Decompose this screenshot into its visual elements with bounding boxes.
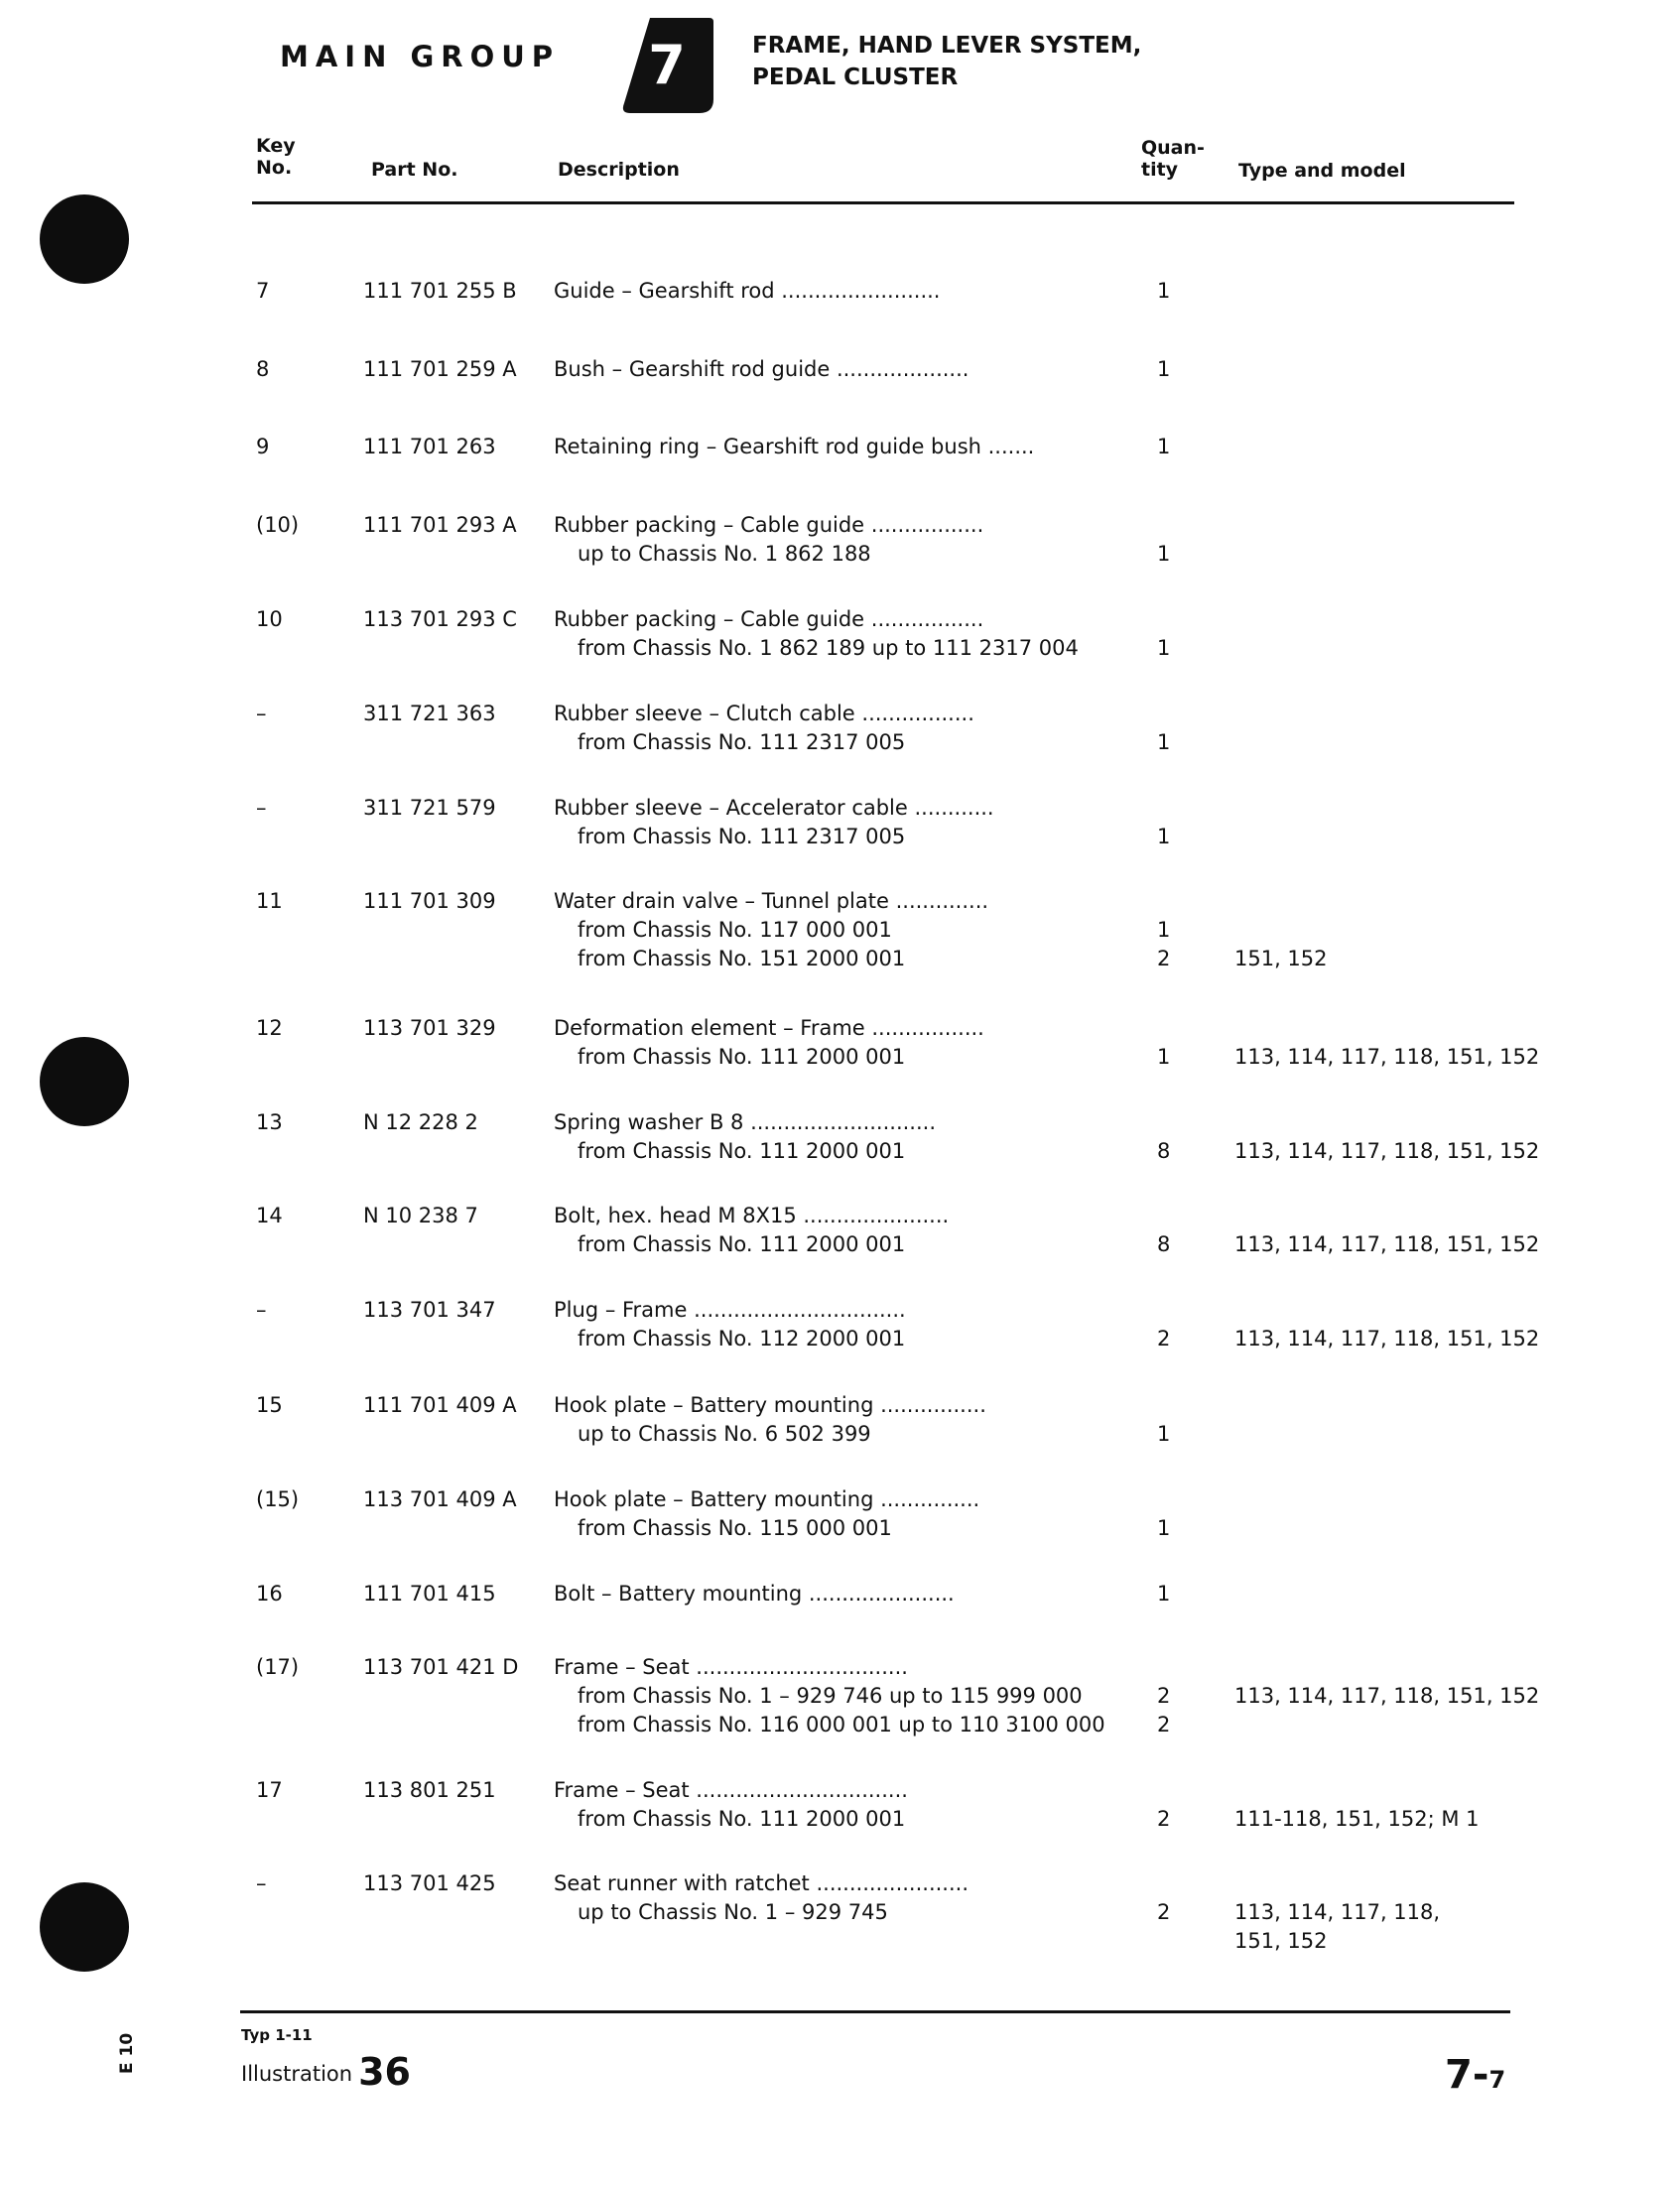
footer-divider bbox=[240, 2010, 1510, 2013]
group-number: 7 bbox=[648, 34, 686, 96]
quantity-value bbox=[1157, 1108, 1179, 1137]
description-line: Hook plate – Battery mounting ................ bbox=[554, 1393, 986, 1417]
model-value bbox=[1234, 1653, 1539, 1682]
quantity-value bbox=[1157, 605, 1179, 634]
quantity-value bbox=[1157, 511, 1179, 540]
key-number: (15) bbox=[256, 1487, 300, 1511]
description bbox=[554, 794, 1124, 851]
quantity-value: 1 bbox=[1157, 918, 1171, 942]
quantity bbox=[1157, 277, 1179, 306]
description bbox=[554, 700, 1124, 757]
part-number: 311 721 579 bbox=[363, 796, 496, 820]
description bbox=[554, 511, 1124, 569]
description-line: Plug – Frame ................................ bbox=[554, 1298, 906, 1322]
key-number: 16 bbox=[256, 1582, 283, 1606]
description bbox=[554, 1653, 1124, 1739]
description-line: Rubber packing – Cable guide ................. bbox=[554, 513, 984, 537]
type-and-model bbox=[1234, 1296, 1539, 1353]
part-number: 311 721 363 bbox=[363, 702, 496, 725]
quantity-value: 1 bbox=[1157, 435, 1171, 458]
quantity-value: 1 bbox=[1157, 279, 1171, 303]
quantity bbox=[1157, 1653, 1179, 1739]
part-number: 113 701 425 bbox=[363, 1871, 496, 1895]
quantity-value: 1 bbox=[1157, 1045, 1171, 1069]
description bbox=[554, 355, 1124, 384]
description-line: Bush – Gearshift rod guide .................... bbox=[554, 357, 969, 381]
quantity bbox=[1157, 1014, 1179, 1072]
quantity-value: 2 bbox=[1157, 1900, 1171, 1924]
description-detail: from Chassis No. 151 2000 001 bbox=[578, 947, 906, 970]
description-line: Water drain valve – Tunnel plate .............. bbox=[554, 889, 989, 913]
description bbox=[554, 1776, 1124, 1834]
part-number: N 10 238 7 bbox=[363, 1204, 478, 1227]
model-value bbox=[1234, 1711, 1539, 1739]
model-value: 151, 152 bbox=[1234, 947, 1328, 970]
quantity bbox=[1157, 355, 1179, 384]
quantity-value bbox=[1157, 1014, 1179, 1043]
key-number: – bbox=[256, 796, 267, 820]
type-and-model bbox=[1234, 1202, 1539, 1259]
quantity-value bbox=[1157, 794, 1179, 823]
quantity-value bbox=[1157, 700, 1179, 728]
description bbox=[554, 433, 1124, 461]
description-line: Seat runner with ratchet ....................... bbox=[554, 1871, 969, 1895]
description bbox=[554, 1580, 1124, 1608]
quantity-value bbox=[1157, 1391, 1179, 1420]
description-detail: from Chassis No. 111 2000 001 bbox=[578, 1807, 906, 1831]
description-detail: from Chassis No. 111 2000 001 bbox=[578, 1232, 906, 1256]
description-detail: up to Chassis No. 1 – 929 745 bbox=[578, 1900, 888, 1924]
part-number: 113 701 409 A bbox=[363, 1487, 517, 1511]
quantity bbox=[1157, 1202, 1179, 1259]
type-and-model bbox=[1234, 1653, 1539, 1739]
description-line: Frame – Seat ................................ bbox=[554, 1655, 908, 1679]
column-header-model: Type and model bbox=[1238, 160, 1406, 182]
key-number: 17 bbox=[256, 1778, 283, 1802]
quantity-value bbox=[1157, 1653, 1179, 1682]
quantity bbox=[1157, 1391, 1179, 1449]
quantity bbox=[1157, 1108, 1179, 1166]
description-line: Hook plate – Battery mounting ............... bbox=[554, 1487, 980, 1511]
column-header-key: Key No. bbox=[256, 135, 296, 179]
part-number: 113 701 421 D bbox=[363, 1655, 519, 1679]
key-number: 12 bbox=[256, 1016, 283, 1040]
column-header-description: Description bbox=[558, 159, 680, 181]
part-number: 111 701 309 bbox=[363, 889, 496, 913]
part-number: 111 701 415 bbox=[363, 1582, 496, 1606]
description-line: Rubber sleeve – Accelerator cable ............ bbox=[554, 796, 994, 820]
description-detail: from Chassis No. 111 2000 001 bbox=[578, 1139, 906, 1163]
model-value bbox=[1234, 1296, 1539, 1325]
footer-type: Typ 1-11 bbox=[241, 2026, 313, 2044]
model-value bbox=[1234, 1869, 1440, 1898]
quantity bbox=[1157, 700, 1179, 757]
model-value bbox=[1234, 1014, 1539, 1043]
quantity-value: 1 bbox=[1157, 1516, 1171, 1540]
quantity-value: 1 bbox=[1157, 542, 1171, 566]
description-line: Bolt – Battery mounting ...................... bbox=[554, 1582, 955, 1606]
quantity-value: 8 bbox=[1157, 1139, 1171, 1163]
description-detail: up to Chassis No. 1 862 188 bbox=[578, 542, 871, 566]
model-value: 151, 152 bbox=[1234, 1929, 1328, 1953]
model-value bbox=[1234, 1108, 1539, 1137]
quantity-value bbox=[1157, 1927, 1179, 1956]
type-and-model bbox=[1234, 1869, 1440, 1956]
description-detail: from Chassis No. 1 – 929 746 up to 115 999 000 bbox=[578, 1684, 1083, 1708]
footer-illustration bbox=[241, 2050, 411, 2094]
type-and-model bbox=[1234, 1108, 1539, 1166]
description-detail: from Chassis No. 1 862 189 up to 111 2317 004 bbox=[578, 636, 1079, 660]
part-number: 113 701 329 bbox=[363, 1016, 496, 1040]
description bbox=[554, 887, 1124, 973]
description-detail: from Chassis No. 111 2317 005 bbox=[578, 825, 906, 848]
quantity-value: 1 bbox=[1157, 730, 1171, 754]
description-line: Spring washer B 8 ............................ bbox=[554, 1110, 936, 1134]
part-number: 111 701 255 B bbox=[363, 279, 517, 303]
part-number: 111 701 293 A bbox=[363, 513, 517, 537]
side-code: E 10 bbox=[117, 2032, 137, 2074]
quantity-value: 1 bbox=[1157, 357, 1171, 381]
quantity-value bbox=[1157, 1776, 1179, 1805]
description-detail: from Chassis No. 116 000 001 up to 110 3100 000 bbox=[578, 1713, 1105, 1736]
description-line: Guide – Gearshift rod ........................ bbox=[554, 279, 941, 303]
description bbox=[554, 1869, 1124, 1956]
quantity-value: 1 bbox=[1157, 1422, 1171, 1446]
quantity bbox=[1157, 1580, 1179, 1608]
part-number: 111 701 263 bbox=[363, 435, 496, 458]
group-title-line: PEDAL CLUSTER bbox=[752, 64, 959, 90]
key-number: – bbox=[256, 1871, 267, 1895]
quantity-value: 1 bbox=[1157, 1582, 1171, 1606]
description bbox=[554, 1108, 1124, 1166]
quantity bbox=[1157, 1869, 1179, 1956]
quantity-value bbox=[1157, 1869, 1179, 1898]
model-value bbox=[1234, 1776, 1480, 1805]
type-and-model bbox=[1234, 1776, 1480, 1834]
description bbox=[554, 1391, 1124, 1449]
page-number: 7-7 bbox=[1445, 2052, 1506, 2098]
key-number: – bbox=[256, 702, 267, 725]
quantity bbox=[1157, 605, 1179, 663]
description bbox=[554, 1296, 1124, 1353]
quantity bbox=[1157, 433, 1179, 461]
key-number: 8 bbox=[256, 357, 270, 381]
model-value: 113, 114, 117, 118, 151, 152 bbox=[1234, 1045, 1540, 1069]
quantity-value: 2 bbox=[1157, 1807, 1171, 1831]
main-group-label: MAIN GROUP bbox=[280, 40, 561, 73]
model-value bbox=[1234, 916, 1328, 945]
quantity bbox=[1157, 887, 1179, 973]
key-number: 7 bbox=[256, 279, 270, 303]
model-value: 113, 114, 117, 118, 151, 152 bbox=[1234, 1327, 1540, 1350]
type-and-model bbox=[1234, 887, 1328, 973]
quantity-value bbox=[1157, 1202, 1179, 1230]
quantity-value: 1 bbox=[1157, 636, 1171, 660]
description-detail: from Chassis No. 112 2000 001 bbox=[578, 1327, 906, 1350]
quantity-value: 2 bbox=[1157, 1684, 1171, 1708]
quantity-value bbox=[1157, 1296, 1179, 1325]
description-detail: from Chassis No. 111 2317 005 bbox=[578, 730, 906, 754]
part-number: N 12 228 2 bbox=[363, 1110, 478, 1134]
model-value bbox=[1234, 887, 1328, 916]
description bbox=[554, 605, 1124, 663]
description-detail: from Chassis No. 117 000 001 bbox=[578, 918, 892, 942]
description-detail bbox=[554, 1927, 1124, 1956]
model-value bbox=[1234, 1202, 1539, 1230]
description-line: Bolt, hex. head M 8X15 ...................... bbox=[554, 1204, 950, 1227]
quantity-value: 2 bbox=[1157, 947, 1171, 970]
key-number: (10) bbox=[256, 513, 300, 537]
model-value: 111-118, 151, 152; M 1 bbox=[1234, 1807, 1480, 1831]
key-number: 15 bbox=[256, 1393, 283, 1417]
column-header-quantity: Quan- tity bbox=[1141, 137, 1205, 181]
description-line: Deformation element – Frame ................. bbox=[554, 1016, 984, 1040]
quantity-value: 1 bbox=[1157, 825, 1171, 848]
quantity bbox=[1157, 1485, 1179, 1543]
quantity bbox=[1157, 1296, 1179, 1353]
quantity bbox=[1157, 1776, 1179, 1834]
part-number: 113 701 347 bbox=[363, 1298, 496, 1322]
quantity-value: 8 bbox=[1157, 1232, 1171, 1256]
model-value: 113, 114, 117, 118, 151, 152 bbox=[1234, 1684, 1540, 1708]
group-title-line: FRAME, HAND LEVER SYSTEM, bbox=[752, 33, 1142, 59]
illustration-number: 36 bbox=[358, 2050, 411, 2094]
part-number: 113 801 251 bbox=[363, 1778, 496, 1802]
model-value: 113, 114, 117, 118, 151, 152 bbox=[1234, 1232, 1540, 1256]
description-line: Rubber sleeve – Clutch cable ................. bbox=[554, 702, 974, 725]
quantity bbox=[1157, 511, 1179, 569]
part-number: 111 701 259 A bbox=[363, 357, 517, 381]
description bbox=[554, 1014, 1124, 1072]
description bbox=[554, 1485, 1124, 1543]
description bbox=[554, 277, 1124, 306]
description-line: Retaining ring – Gearshift rod guide bush ....... bbox=[554, 435, 1035, 458]
description-line: Frame – Seat ................................ bbox=[554, 1778, 908, 1802]
column-header-part: Part No. bbox=[371, 159, 458, 181]
description-detail: from Chassis No. 111 2000 001 bbox=[578, 1045, 906, 1069]
key-number: 11 bbox=[256, 889, 283, 913]
type-and-model bbox=[1234, 1014, 1539, 1072]
part-number: 113 701 293 C bbox=[363, 607, 517, 631]
description bbox=[554, 1202, 1124, 1259]
key-number: 9 bbox=[256, 435, 270, 458]
description-line: Rubber packing – Cable guide ................. bbox=[554, 607, 984, 631]
key-number: (17) bbox=[256, 1655, 300, 1679]
key-number: 14 bbox=[256, 1204, 283, 1227]
part-number: 111 701 409 A bbox=[363, 1393, 517, 1417]
description-detail: up to Chassis No. 6 502 399 bbox=[578, 1422, 871, 1446]
key-number: 13 bbox=[256, 1110, 283, 1134]
quantity-value bbox=[1157, 887, 1179, 916]
key-number: 10 bbox=[256, 607, 283, 631]
quantity-value bbox=[1157, 1485, 1179, 1514]
illustration-label: Illustration bbox=[241, 2062, 353, 2086]
quantity-value: 2 bbox=[1157, 1713, 1171, 1736]
model-value: 113, 114, 117, 118, bbox=[1234, 1900, 1441, 1924]
quantity-value: 2 bbox=[1157, 1327, 1171, 1350]
key-number: – bbox=[256, 1298, 267, 1322]
quantity bbox=[1157, 794, 1179, 851]
model-value: 113, 114, 117, 118, 151, 152 bbox=[1234, 1139, 1540, 1163]
description-detail: from Chassis No. 115 000 001 bbox=[578, 1516, 892, 1540]
